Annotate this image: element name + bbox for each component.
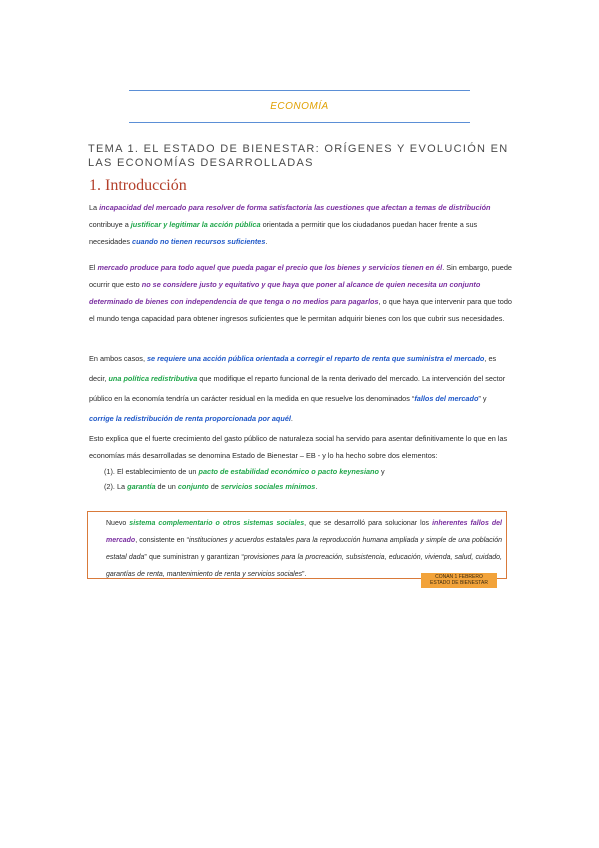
list-item: (1). El establecimiento de un pacto de estabilidad económico o pacto keynesiano y <box>104 467 385 476</box>
paragraph-3: En ambos casos, se requiere una acción pública orientada a corregir el reparto de renta que suministra el mercado, es decir, una política redistributiva que modifique el reparto funcional de la renta derivado del mercado. La intervención del sector público en la economía tendría un carácter residual en la medida en que resuelve los denominados “fallos del mercado” y corrige la redistribución de renta proporcionada por aquél. <box>89 354 506 423</box>
list-item: (2). La garantía de un conjunto de servicios sociales mínimos. <box>104 482 318 491</box>
highlight-box <box>87 511 507 579</box>
paragraph-1: La incapacidad del mercado para resolver de forma satisfactoria las cuestiones que afectan a temas de distribución contribuye a justificar y legitimar la acción pública orientada a permitir que los ciudadanos puedan hacer frente a sus necesidades cuando no tienen recursos suficientes. <box>89 203 491 246</box>
stamp-line-1: CONAN 1 FEBRERO <box>435 574 483 580</box>
section-heading: 1. Introducción <box>89 177 187 194</box>
stamp-line-2: ESTADO DE BIENESTAR <box>430 580 488 586</box>
highlight-box-text: Nuevo sistema complementario o otros sistemas sociales, que se desarrolló para solucionar los inherentes fallos del mercado, consistente en “instituciones y acuerdos estatales para la reproducción humana ampliada y simple de una población estatal dada” que suministran y garantizan “provisiones para la procreación, subsistencia, educación, vivienda, salud, cuidado, garantías de renta, mantenimiento de renta y servicios sociales”. <box>106 520 502 578</box>
paragraph-2: El mercado produce para todo aquel que pueda pagar el precio que los bienes y servicios tienen en él. Sin embargo, puede ocurrir que esto no se considere justo y equitativo y que haya que poner al alcance de quien necesita un conjunto determinado de bienes con independencia de que tenga o no medios para pagarlos, o que haya que intervenir para que todo el mundo tenga capacidad para obtener ingresos suficientes que le permitan adquirir bienes con los que cubrir sus necesidades. <box>89 263 512 323</box>
header-rule-top <box>129 90 470 91</box>
paragraph-4: Esto explica que el fuerte crecimiento del gasto público de naturaleza social ha servido para asentar definitivamente lo que en las economías más desarrolladas se denomina Estado de Bienestar – EB - y lo ha hecho sobre dos elementos: <box>89 434 508 460</box>
page-title: TEMA 1. EL ESTADO DE BIENESTAR: ORÍGENES Y EVOLUCIÓN EN LAS ECONOMÍAS DESARROLLADAS <box>88 143 509 169</box>
subject-header: ECONOMÍA <box>270 101 329 112</box>
source-stamp <box>421 573 497 588</box>
header-rule-bottom <box>129 122 470 123</box>
